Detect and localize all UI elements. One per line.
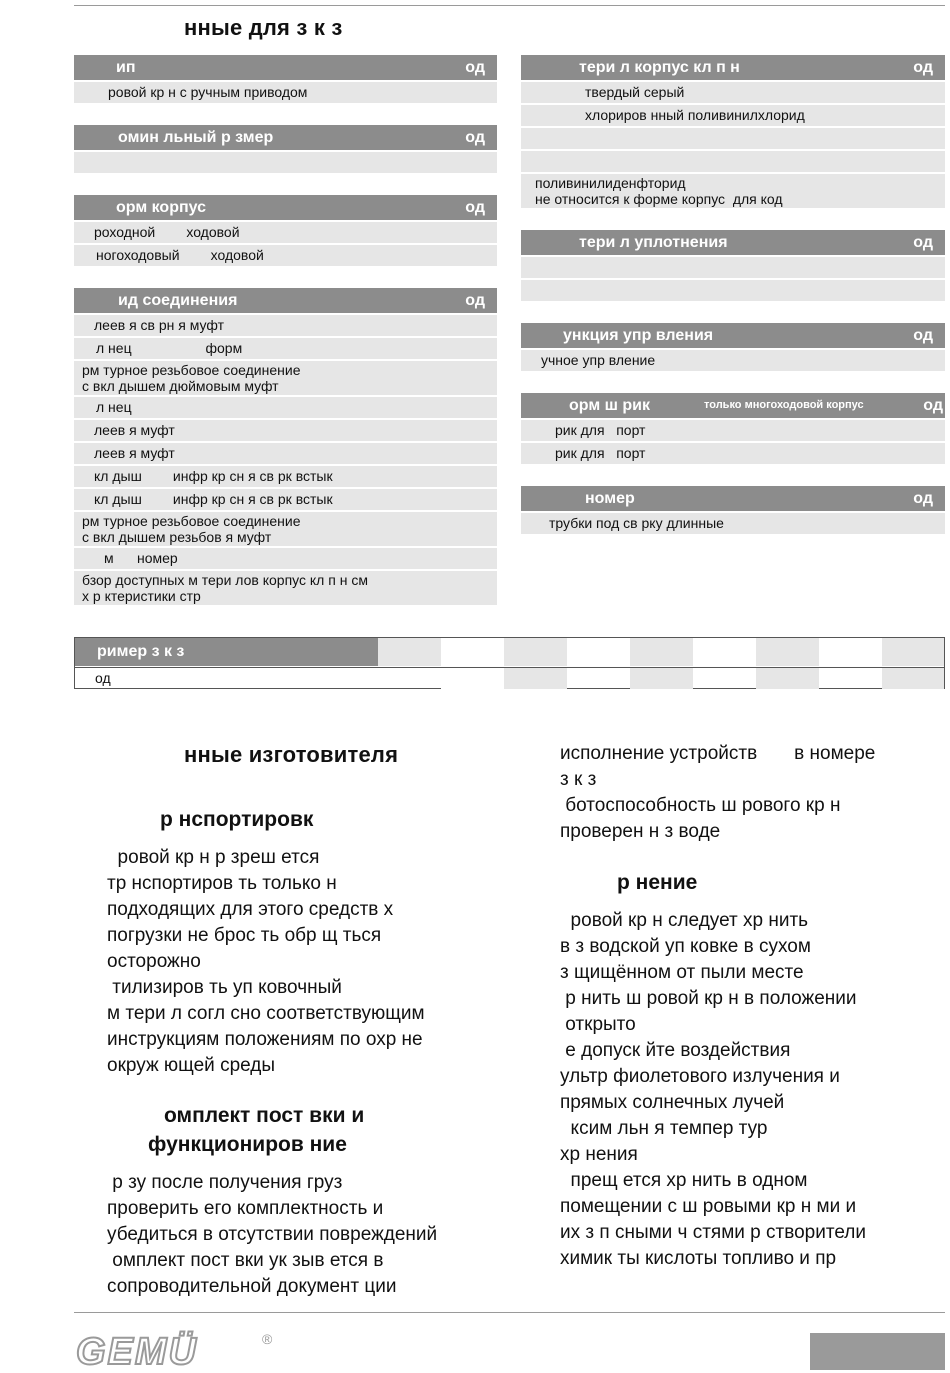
option-row: леев я муфт (74, 443, 497, 464)
example-cell (378, 638, 441, 666)
section-code-label: од (465, 199, 485, 216)
section-title: тери л корпус кл п н (579, 59, 740, 76)
example-cell (567, 638, 630, 666)
option-row: м номер (74, 548, 497, 569)
storage-heading: р нение (617, 871, 698, 894)
section-code-label: од (465, 59, 485, 76)
section-5 (521, 486, 945, 534)
order-example-table (74, 637, 945, 689)
option-row: кл дыш инфр кр сн я св рк встык (74, 489, 497, 510)
example-cell (504, 668, 567, 689)
section-title: омин льный р змер (118, 129, 274, 146)
left-column (74, 55, 497, 627)
section-4 (74, 288, 497, 605)
right-column (521, 55, 945, 556)
delivery-heading-line-1: омплект пост вки и (164, 1104, 365, 1127)
order-example-header (75, 638, 378, 666)
option-row: л нец (74, 397, 497, 418)
order-example-title: ример з к з (97, 643, 185, 660)
footer-divider (74, 1312, 945, 1313)
section-header (74, 195, 497, 220)
section-4 (521, 393, 945, 464)
section-title: орм ш рик (569, 397, 651, 414)
section-code-label: од (913, 327, 933, 344)
section-title: ид соединения (118, 292, 238, 309)
example-cell (441, 638, 504, 666)
logo-wordmark: GEMÜ (76, 1331, 198, 1368)
section-title: номер (585, 490, 635, 507)
order-example-code-label: од (95, 670, 111, 686)
section-code-label: од (913, 490, 933, 507)
manufacturer-data-title: нные изготовителя (184, 742, 399, 767)
option-row (521, 280, 945, 301)
option-row (521, 257, 945, 278)
example-cell (630, 638, 693, 666)
storage-text: ровой кр н следует хр нить в з водской уп ковке в сухом з щищённом от пыли месте р нить ш ровой кр н в положении открыто е допуск йте воздействия ультр фиолетового излучения и прямых солнечных лучей ксим льн я темпер тур хр нения прещ ется хр нить в одном помещении с ш ровыми кр н ми и их з п сными ч стями р створители химик ты кислоты топливо и пр (560, 910, 866, 1269)
delivery-text: р зу после получения груз проверить его комплектность и убедиться в отсутствии повреждений омплект пост вки ук зыв ется в сопроводительной документ ции (107, 1172, 438, 1297)
transport-heading: р нспортировк (160, 808, 314, 831)
option-row: бзор доступных м тери лов корпус кл п н см х р ктеристики стр (74, 571, 497, 605)
section-header (521, 55, 945, 80)
section-header (74, 288, 497, 313)
section-code-label: од (913, 59, 933, 76)
gemu-logo-icon (74, 1330, 284, 1368)
example-cell (504, 638, 567, 666)
transport-text: ровой кр н р зреш ется тр нспортиров ть только н подходящих для этого средств х погрузки не брос ть обр щ ться осторожно тилизиров ть уп ковочный м тери л согл сно соответствующим инструкциям положениям по охр не окруж ющей среды (107, 847, 425, 1076)
option-row: рик для порт (521, 420, 945, 441)
section-code-label: од (465, 292, 485, 309)
section-2 (521, 230, 945, 301)
section-header (521, 486, 945, 511)
section-title: ип (116, 59, 136, 76)
section-3 (74, 195, 497, 266)
registered-mark: ® (262, 1331, 273, 1347)
delivery-heading-line-2: функциониров ние (148, 1133, 347, 1156)
option-row: леев я св рн я муфт (74, 315, 497, 336)
gemu-logo (74, 1330, 284, 1373)
section-header (74, 55, 497, 80)
option-row: кл дыш инфр кр сн я св рк встык (74, 466, 497, 487)
section-header (521, 230, 945, 255)
option-row: ровой кр н с ручным приводом (74, 82, 497, 103)
page-number-box (810, 1333, 945, 1370)
right-intro-text: исполнение устройств в номере з к з ботоспособность ш рового кр н проверен н з воде (560, 743, 876, 842)
example-cell (630, 668, 693, 689)
example-cell (756, 638, 819, 666)
section-header (521, 323, 945, 348)
section-code-label: од (913, 234, 933, 251)
example-cell (693, 638, 756, 666)
option-row (521, 151, 945, 172)
example-cell (882, 668, 944, 689)
section-title: тери л уплотнения (579, 234, 728, 251)
option-row: роходной ходовой (74, 222, 497, 243)
section-subtitle: только многоходовой корпус (704, 399, 864, 411)
section-header (74, 125, 497, 150)
option-row: трубки под св рку длинные (521, 513, 945, 534)
section-title: ункция упр вления (563, 327, 714, 344)
option-row: рм турное резьбовое соединение с вкл дышем резьбов я муфт (74, 512, 497, 546)
option-row: леев я муфт (74, 420, 497, 441)
option-row: хлориров нный поливинилхлорид (521, 105, 945, 126)
section-1 (74, 55, 497, 103)
option-row: л нец форм (74, 338, 497, 359)
section-3 (521, 323, 945, 371)
example-cell (756, 668, 819, 689)
option-row: рик для порт (521, 443, 945, 464)
section-header (521, 393, 945, 418)
section-1 (521, 55, 945, 208)
example-cell (882, 638, 944, 666)
section-code-label: од (923, 397, 943, 414)
option-row (521, 128, 945, 149)
section-code-label: од (465, 129, 485, 146)
option-row: рм турное резьбовое соединение с вкл дышем дюймовым муфт (74, 361, 497, 395)
section-title: орм корпус (116, 199, 207, 216)
option-row (74, 152, 497, 173)
top-divider (74, 5, 945, 6)
example-cell (441, 668, 504, 689)
option-row: поливинилиденфторид не относится к форме корпус для код (521, 174, 945, 208)
order-data-title: нные для з к з (184, 15, 343, 40)
order-example-code-row (75, 667, 944, 689)
option-row: твердый серый (521, 82, 945, 103)
example-cell (819, 638, 882, 666)
option-row: учное упр вление (521, 350, 945, 371)
section-2 (74, 125, 497, 173)
option-row: ногоходовый ходовой (74, 245, 497, 266)
